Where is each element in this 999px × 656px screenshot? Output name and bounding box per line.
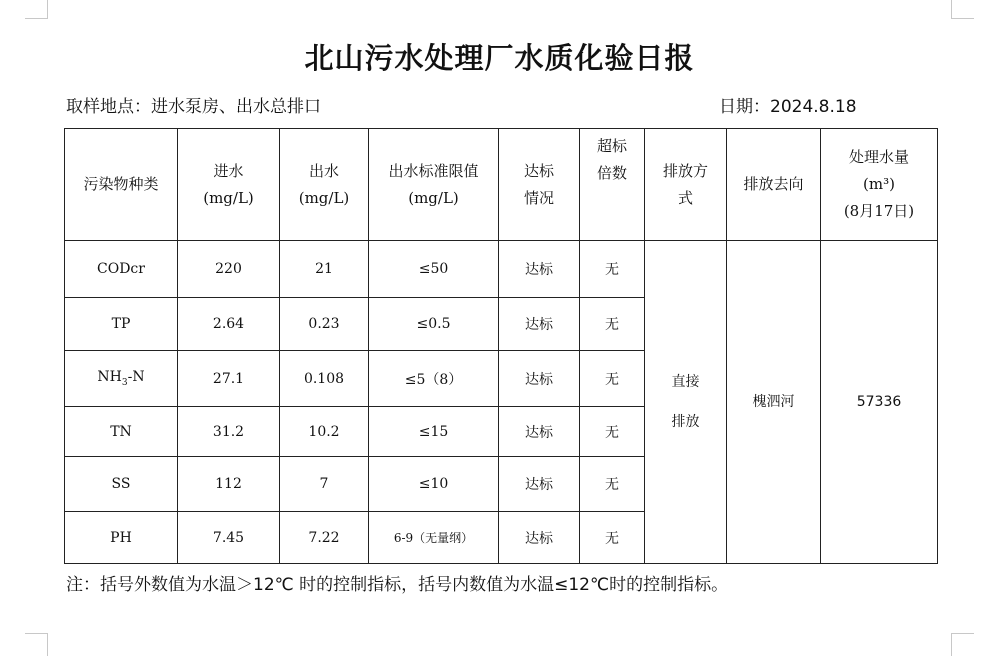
header-discharge-method: 排放方 式 <box>645 129 727 241</box>
table-header-row <box>65 129 938 241</box>
limit-cell: 6-9（无量纲） <box>369 512 499 564</box>
limit-cell: ≤0.5 <box>369 298 499 351</box>
pollutant-cell: TN <box>65 407 178 457</box>
compliance-cell: 达标 <box>499 351 580 407</box>
effluent-cell: 7.22 <box>280 512 369 564</box>
pollutant-cell: TP <box>65 298 178 351</box>
compliance-cell: 达标 <box>499 241 580 298</box>
header-influent: 进水 (mg/L) <box>178 129 280 241</box>
compliance-cell: 达标 <box>499 457 580 512</box>
header-treated-volume: 处理水量 (m³) (8月17日) <box>821 129 938 241</box>
exceed-cell: 无 <box>580 407 645 457</box>
page-corner-mark <box>25 633 48 656</box>
header-limit: 出水标准限值 (mg/L) <box>369 129 499 241</box>
influent-cell: 112 <box>178 457 280 512</box>
limit-cell: ≤15 <box>369 407 499 457</box>
pollutant-cell: $NH_3-N$ <box>65 351 178 407</box>
limit-cell: ≤5（8） <box>369 351 499 407</box>
footnote: 注：括号外数值为水温＞12℃ 时的控制指标，括号内数值为水温≤12℃时的控制指标。 <box>66 575 729 595</box>
discharge-destination-cell: 槐泗河 <box>727 241 821 564</box>
compliance-cell: 达标 <box>499 512 580 564</box>
exceed-cell: 无 <box>580 457 645 512</box>
treated-volume-cell: 57336 <box>821 241 938 564</box>
influent-cell: 27.1 <box>178 351 280 407</box>
exceed-cell: 无 <box>580 351 645 407</box>
page-corner-mark <box>951 0 974 19</box>
water-quality-table <box>64 128 938 564</box>
header-effluent: 出水 (mg/L) <box>280 129 369 241</box>
influent-cell: 31.2 <box>178 407 280 457</box>
limit-cell: ≤50 <box>369 241 499 298</box>
header-compliance: 达标 情况 <box>499 129 580 241</box>
influent-cell: 220 <box>178 241 280 298</box>
discharge-method-cell: 直接 排放 <box>645 241 727 564</box>
page-corner-mark <box>951 633 974 656</box>
effluent-cell: 0.108 <box>280 351 369 407</box>
effluent-cell: 21 <box>280 241 369 298</box>
header-discharge-destination: 排放去向 <box>727 129 821 241</box>
page-corner-mark <box>25 0 48 19</box>
report-date: 日期：2024.8.18 <box>719 97 857 117</box>
exceed-cell: 无 <box>580 298 645 351</box>
header-pollutant: 污染物种类 <box>65 129 178 241</box>
limit-cell: ≤10 <box>369 457 499 512</box>
pollutant-cell: PH <box>65 512 178 564</box>
effluent-cell: 7 <box>280 457 369 512</box>
exceed-cell: 无 <box>580 241 645 298</box>
header-exceed-multiple: 超标 倍数 <box>580 129 645 241</box>
influent-cell: 2.64 <box>178 298 280 351</box>
pollutant-cell: SS <box>65 457 178 512</box>
sampling-location: 取样地点：进水泵房、出水总排口 <box>66 97 321 117</box>
effluent-cell: 0.23 <box>280 298 369 351</box>
influent-cell: 7.45 <box>178 512 280 564</box>
pollutant-cell: CODcr <box>65 241 178 298</box>
compliance-cell: 达标 <box>499 298 580 351</box>
table-row <box>65 241 938 298</box>
compliance-cell: 达标 <box>499 407 580 457</box>
exceed-cell: 无 <box>580 512 645 564</box>
report-title: 北山污水处理厂水质化验日报 <box>304 41 695 75</box>
effluent-cell: 10.2 <box>280 407 369 457</box>
